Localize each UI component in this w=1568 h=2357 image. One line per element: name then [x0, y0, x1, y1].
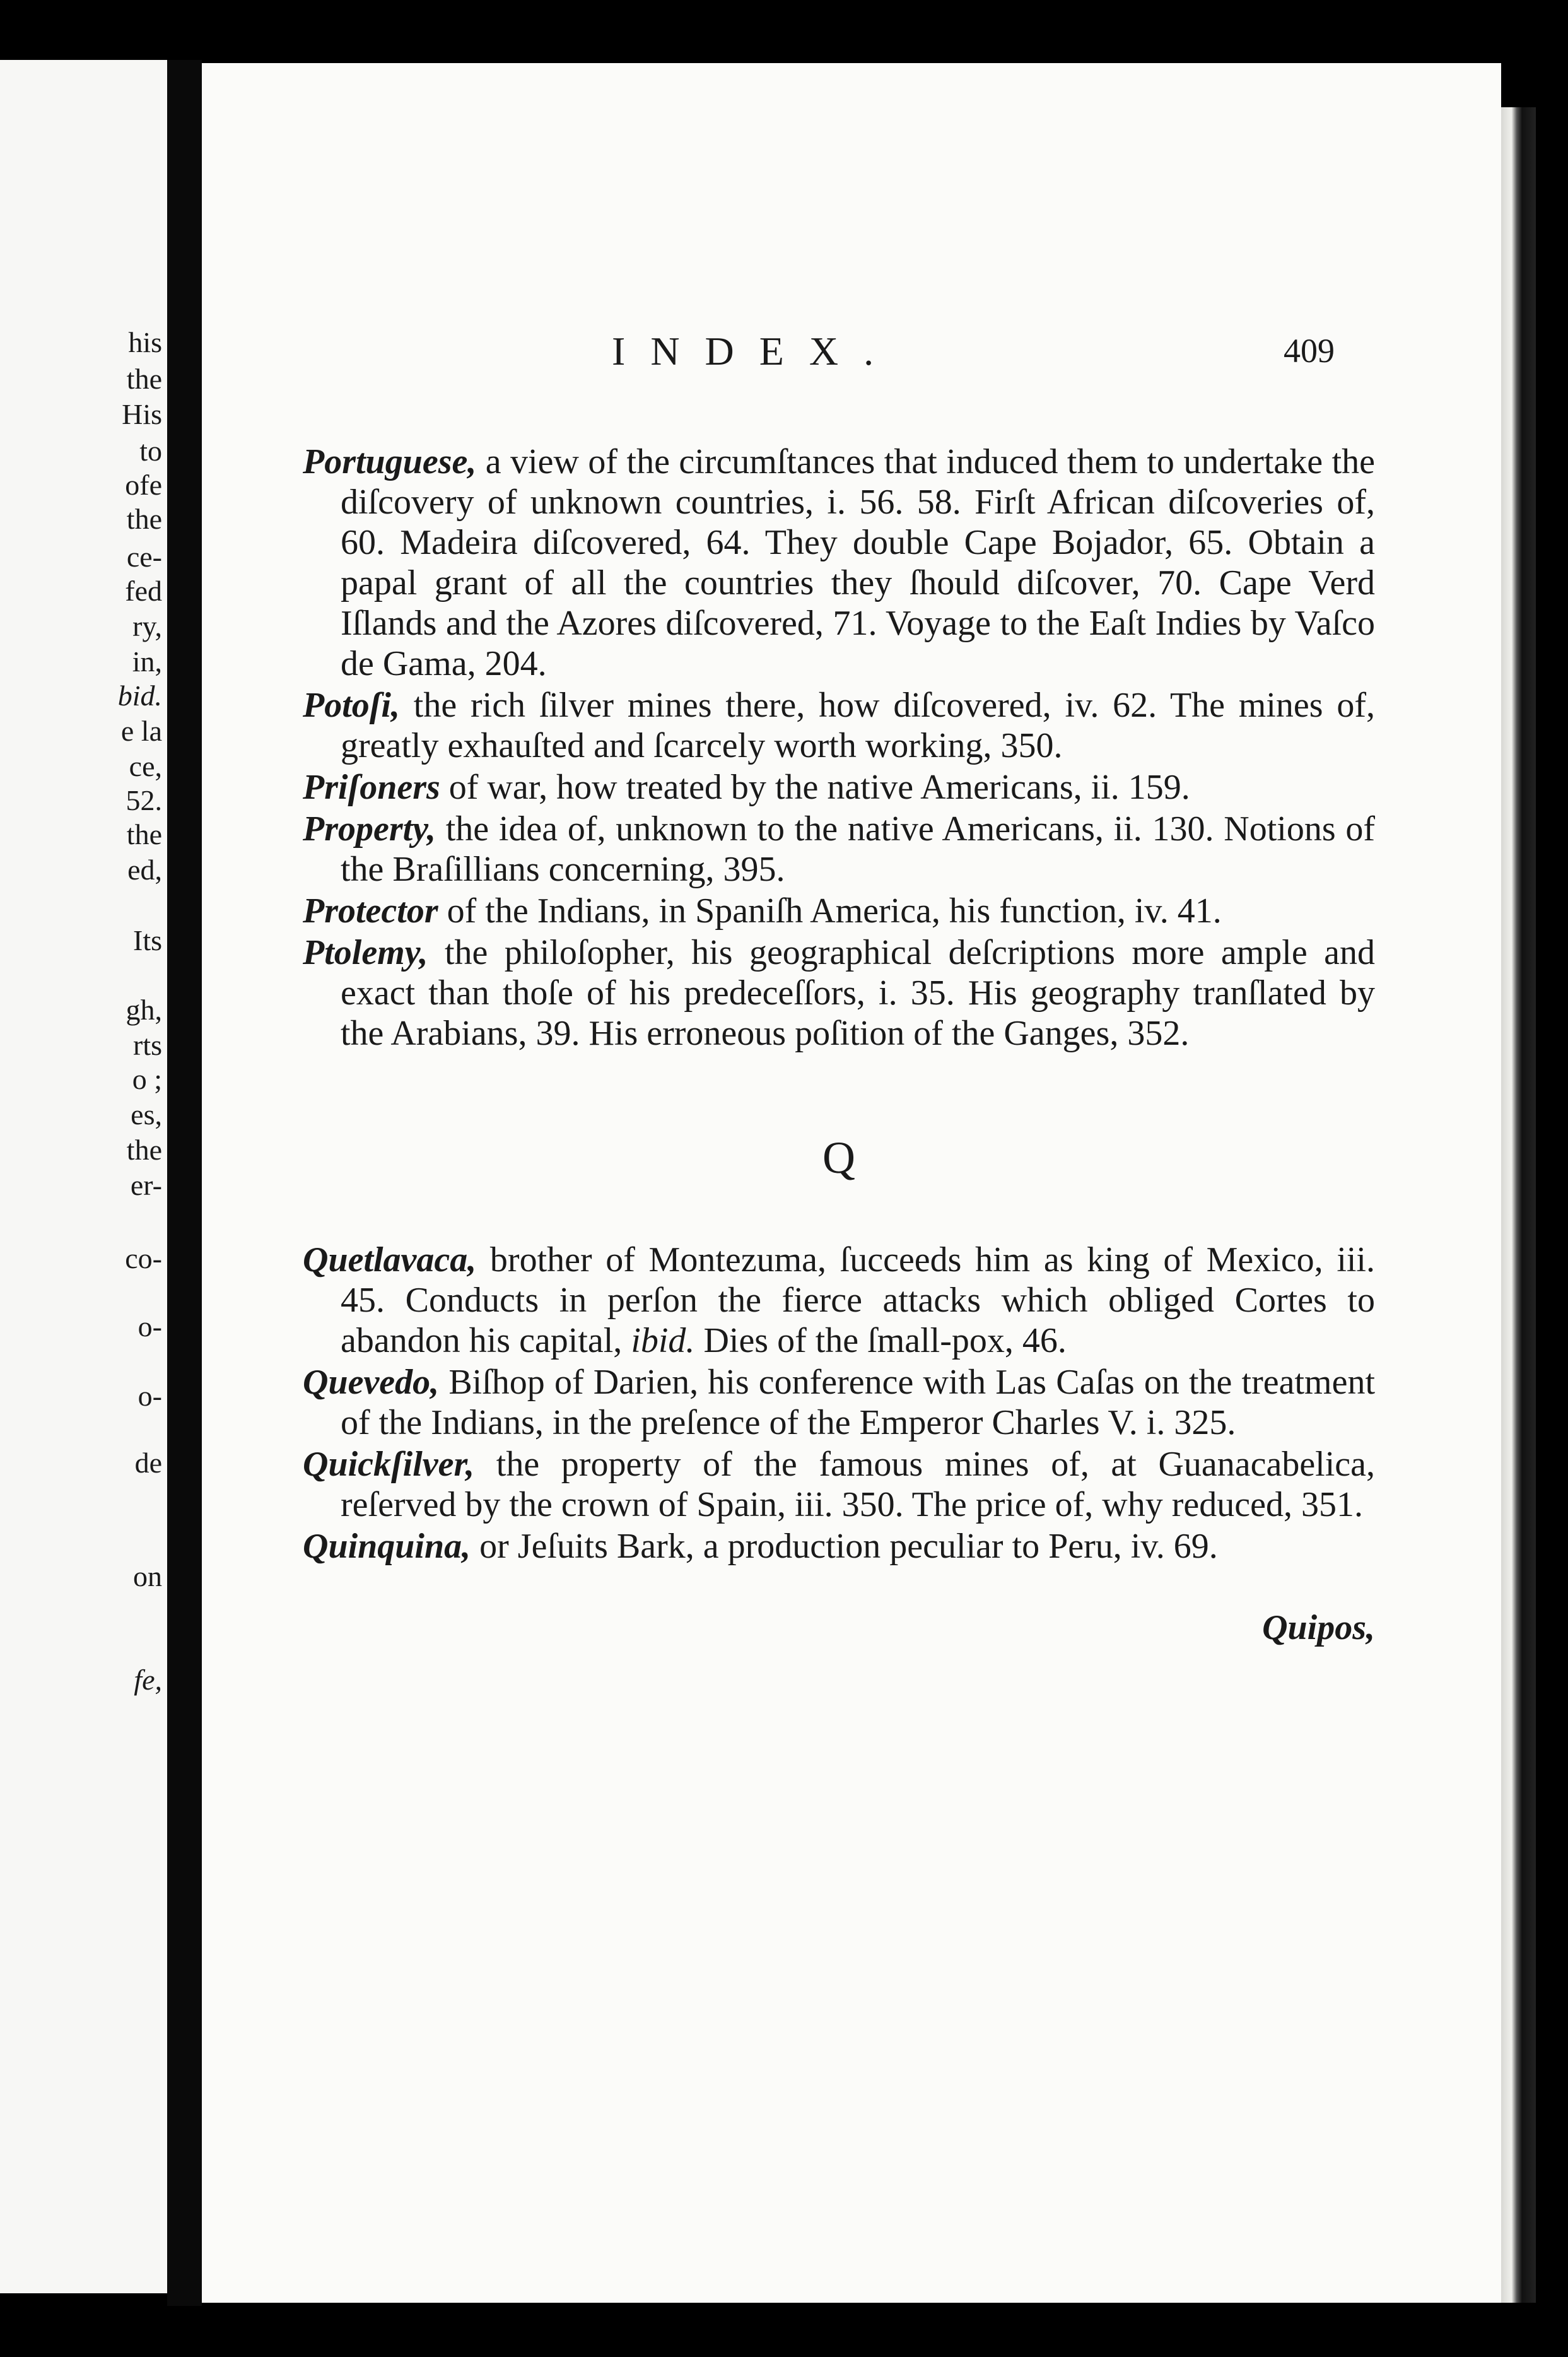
facing-page-text: de — [134, 1447, 162, 1479]
facing-page-text: on — [133, 1560, 162, 1592]
page-edge — [1501, 107, 1536, 2303]
entry-text: or Jeſuits Bark, a production peculiar to Peru, iv. 69. — [471, 1527, 1218, 1566]
index-entry — [303, 1444, 1375, 1525]
index-page — [202, 63, 1501, 2303]
facing-page-text: in, — [132, 645, 162, 678]
entry-text: of the Indians, in Spaniſh America, his function, iv. 41. — [438, 891, 1222, 931]
index-entries — [303, 442, 1375, 1648]
facing-page-text: ce- — [126, 541, 162, 573]
facing-page-text: ofe — [125, 469, 162, 501]
page-title: INDEX. — [612, 329, 899, 373]
entry-text: the philoſopher, his geographical deſcriptions more ample and exact than thoſe of his predeceſſors, i. 35. His geography tranſlated by the Arabians, 39. His erroneous poſition of the Ganges, 352. — [341, 933, 1375, 1053]
facing-page-text: the — [126, 363, 162, 395]
facing-page-text: His — [122, 398, 162, 430]
entry-text: a view of the circumſtances that induced them to undertake the diſcovery of unknown countries, i. 56. 58. Firſt African diſcoveries of, 60. Madeira diſcovered, 64. They double Cape Bojador, 65. Obtain a papal grant of all the countries they ſhould diſcover, 70. Cape Verd Iſlands and the Azores diſcovered, 71. Voyage to the Eaſt Indies by Vaſco de Gama, 204. — [341, 442, 1375, 683]
facing-page-text: er- — [130, 1169, 162, 1201]
index-entry — [303, 891, 1375, 931]
entry-text: Biſhop of Darien, his conference with Las Caſas on the treatment of the Indians, in the preſence of the Emperor Charles V. i. 325. — [341, 1363, 1375, 1442]
facing-page-text: ry, — [132, 610, 162, 642]
entry-text: of war, how treated by the native Americans, ii. 159. — [440, 768, 1190, 807]
index-entry — [303, 1526, 1375, 1566]
entries-section-p — [303, 442, 1375, 1054]
facing-page-text: gh, — [126, 994, 162, 1026]
entry-text: Dies of the ſmall-pox, 46. — [694, 1321, 1067, 1360]
facing-page-text: the — [126, 1134, 162, 1166]
index-entry — [303, 685, 1375, 766]
entry-text: brother of Montezuma, ſucceeds him as king of Mexico, iii. 45. Conducts in perſon the fierce attacks which obliged Cortes to abandon his capital, — [341, 1240, 1375, 1360]
facing-page-text: co- — [125, 1242, 162, 1274]
facing-page-text: Its — [133, 924, 162, 956]
entry-heading: Portuguese, — [303, 442, 477, 481]
index-entry — [303, 1240, 1375, 1361]
catchword: Quipos, — [1262, 1608, 1375, 1647]
facing-page-text: the — [126, 818, 162, 850]
entry-heading: Priſoners — [303, 768, 440, 807]
facing-page-text: to — [139, 435, 162, 467]
running-header — [202, 328, 1501, 379]
facing-page-text: o- — [137, 1380, 162, 1412]
page-gutter — [167, 60, 202, 2306]
entry-heading: Property, — [303, 809, 436, 849]
facing-page-fragment — [0, 60, 167, 2293]
entry-heading: Quickſilver, — [303, 1445, 475, 1484]
index-entry — [303, 442, 1375, 684]
facing-page-text: ce, — [129, 750, 162, 782]
entry-text: the rich ſilver mines there, how diſcovered, iv. 62. The mines of, greatly exhauſted and ſcarcely worth working, 350. — [341, 686, 1375, 765]
index-entry — [303, 767, 1375, 808]
page-number: 409 — [1284, 332, 1335, 370]
facing-page-text: rts — [133, 1029, 162, 1061]
facing-page-text: his — [128, 326, 162, 358]
index-entry — [303, 932, 1375, 1054]
entry-text: ibid. — [631, 1321, 695, 1360]
facing-page-text: es, — [131, 1098, 162, 1131]
entry-text: the idea of, unknown to the native Americans, ii. 130. Notions of the Braſillians concerning, 395. — [341, 809, 1375, 889]
facing-page-text: bid. — [117, 679, 162, 712]
entries-section-q — [303, 1240, 1375, 1566]
facing-page-text: e la — [120, 715, 162, 747]
index-entry — [303, 809, 1375, 890]
index-entry — [303, 1362, 1375, 1443]
section-letter: Q — [822, 1132, 855, 1183]
facing-page-text: o- — [137, 1310, 162, 1343]
entry-heading: Quinquina, — [303, 1527, 471, 1566]
entry-heading: Quevedo, — [303, 1363, 440, 1402]
facing-page-text: fe, — [134, 1664, 162, 1696]
entry-heading: Ptolemy, — [303, 933, 428, 972]
facing-page-text: o ; — [132, 1063, 162, 1095]
entry-heading: Quetlavaca, — [303, 1240, 477, 1279]
facing-page-text: ed, — [127, 854, 162, 886]
facing-page-text: fed — [125, 575, 162, 607]
entry-heading: Protector — [303, 891, 438, 931]
facing-page-text: 52. — [126, 784, 162, 816]
entry-text: the property of the famous mines of, at Guanacabelica, reſerved by the crown of Spain, iii. 350. The price of, why reduced, 351. — [341, 1445, 1375, 1524]
facing-page-text: the — [126, 503, 162, 535]
entry-heading: Potoſi, — [303, 686, 400, 725]
